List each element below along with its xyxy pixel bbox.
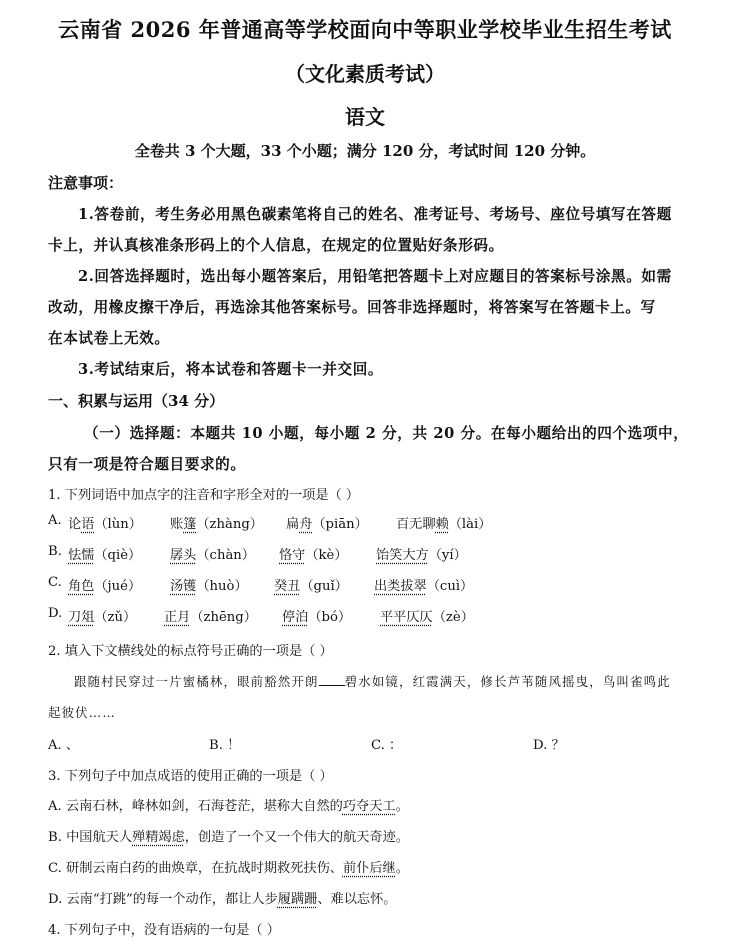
- q1-d-word-3: 停泊（bó）: [282, 610, 352, 625]
- exam-title: 云南省 2026 年普通高等学校面向中等职业学校毕业生招生考试: [58, 17, 672, 42]
- note-1-line-2: 卡上，并认真核准条形码上的个人信息，在规定的位置贴好条形码。: [48, 237, 504, 254]
- q1-option-d: [48, 606, 474, 625]
- section-1-intro-line-2: 只有一项是符合题目要求的。: [48, 456, 246, 473]
- q1-c-word-2: 汤镬（huò）: [170, 579, 248, 594]
- q1-c-word-3: 癸丑（guǐ）: [274, 579, 348, 594]
- q1-b-word-4: 饴笑大方（yí）: [376, 548, 467, 563]
- q1-c-word-4: 出类拔翠（cuì）: [374, 579, 474, 594]
- q2-option-d: D. ？: [533, 738, 565, 753]
- question-3-stem: 3. 下列句子中加点成语的使用正确的一项是（ ）: [48, 769, 333, 784]
- question-2-passage-line-2: 起彼伏……: [48, 705, 116, 720]
- q1-a-word-3: 扁舟（piān）: [286, 517, 368, 532]
- question-2-passage-line-1: 跟随村民穿过一片蜜橘林，眼前豁然开朗 碧水如镜，红霞满天，修长芦苇随风摇曳，鸟叫雀鸣此: [74, 674, 671, 689]
- q1-option-c: [48, 575, 474, 594]
- q1-d-word-2: 正月（zhēng）: [164, 610, 257, 625]
- q1-option-a-label: A.: [48, 513, 62, 528]
- note-2-line-3: 在本试卷上无效。: [48, 330, 170, 347]
- note-1-line-1: 1.答卷前，考生务必用黑色碳素笔将自己的姓名、准考证号、考场号、座位号填写在答题: [78, 206, 672, 223]
- q1-d-word-4: 平平仄仄（zè）: [380, 610, 474, 625]
- note-2-line-1: 2.回答选择题时，选出每小题答案后，用铅笔把答题卡上对应题目的答案标号涂黑。如需: [78, 268, 672, 285]
- note-2-line-2: 改动，用橡皮擦干净后，再选涂其他答案标号。回答非选择题时，将答案写在答题卡上。写: [48, 299, 656, 316]
- notes-heading: 注意事项：: [48, 174, 124, 192]
- section-1-intro-line-1: （一）选择题：本题共 10 小题，每小题 2 分，共 20 分。在每小题给出的四个选项中，: [84, 425, 689, 442]
- question-1-stem: 1. 下列词语中加点字的注音和字形全对的一项是（ ）: [48, 488, 360, 503]
- answer-blank: [319, 673, 345, 686]
- note-3-line-1: 3.考试结束后，将本试卷和答题卡一并交回。: [78, 361, 384, 378]
- q1-b-word-2: 孱头（chàn）: [170, 548, 255, 563]
- q3-option-c: C. 研制云南白药的曲焕章，在抗战时期救死扶伤、前仆后继。: [48, 861, 409, 876]
- section-1-heading: 一、积累与运用（34 分）: [48, 392, 225, 410]
- q1-d-word-1: 刀俎（zǔ）: [68, 610, 137, 625]
- question-4-stem: 4. 下列句子中，没有语病的一句是（ ）: [48, 923, 280, 938]
- subject-title: 语文: [345, 105, 385, 129]
- exam-subtitle: （文化素质考试）: [285, 62, 445, 86]
- q2-option-c: C. ：: [371, 738, 403, 753]
- q1-c-word-1: 角色（jué）: [68, 579, 142, 594]
- q1-option-d-label: D.: [48, 606, 63, 621]
- q2-option-b: B. ！: [209, 738, 241, 753]
- q1-option-b-label: B.: [48, 544, 62, 559]
- q1-b-word-1: 怯懦（qiè）: [68, 548, 142, 563]
- question-2-stem: 2. 填入下文横线处的标点符号正确的一项是（ ）: [48, 644, 333, 659]
- q1-a-word-1: 论语（lùn）: [68, 517, 142, 532]
- q1-option-b: [48, 544, 467, 563]
- q2-option-a: A. 、: [48, 738, 80, 753]
- q1-option-c-label: C.: [48, 575, 62, 590]
- q1-option-a: [48, 513, 492, 532]
- exam-summary: 全卷共 3 个大题，33 个小题；满分 120 分，考试时间 120 分钟。: [134, 142, 596, 160]
- q1-b-word-3: 恪守（kè）: [279, 548, 348, 563]
- q3-option-d: D. 云南“打跳”的每一个动作，都让人步履蹒跚、难以忘怀。: [48, 892, 397, 907]
- q1-a-word-4: 百无聊赖（lài）: [396, 517, 492, 532]
- q3-option-b: B. 中国航天人殚精竭虑，创造了一个又一个伟大的航天奇迹。: [48, 830, 409, 845]
- q1-a-word-2: 账篷（zhàng）: [170, 517, 263, 532]
- q3-option-a: A. 云南石林，峰林如剑，石海苍茫，堪称大自然的巧夺天工。: [48, 799, 409, 814]
